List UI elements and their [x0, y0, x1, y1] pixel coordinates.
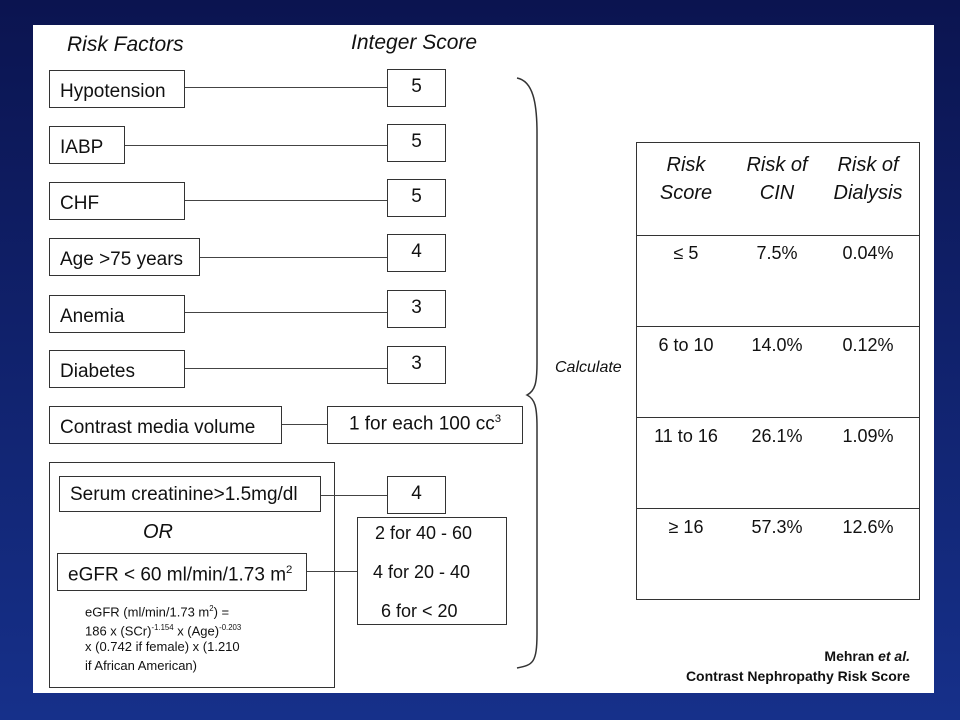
creatinine-box [59, 476, 321, 512]
factor-label: CHF [60, 193, 100, 214]
egfr-score-1: 2 for 40 - 60 [375, 523, 473, 543]
formula-sup: -0.203 [219, 623, 242, 632]
formula-text: eGFR (ml/min/1.73 m [85, 604, 210, 620]
connector-line [282, 424, 327, 425]
creatinine-label: Serum creatinine>1.5mg/dl [70, 484, 298, 505]
connector-line [321, 495, 387, 496]
score-value: 5 [411, 186, 422, 207]
connector-line [307, 571, 357, 572]
egfr-text: eGFR < 60 ml/min/1.73 m [68, 564, 287, 585]
factor-box-hypotension [49, 70, 185, 108]
score-box [387, 346, 446, 384]
connector-line [200, 257, 387, 258]
credit-text-italic: et al. [878, 648, 910, 664]
credit-authors [824, 648, 910, 664]
score-value: 4 [411, 241, 422, 262]
factor-box-anemia [49, 295, 185, 333]
table-header-risk-dialysis [823, 151, 913, 207]
formula-line-1 [85, 600, 229, 620]
table-cell: 57.3% [751, 517, 803, 537]
score-value: 3 [411, 297, 422, 318]
factor-label: Diabetes [60, 361, 135, 382]
score-value [328, 413, 522, 435]
header-line: Risk of [746, 154, 808, 176]
table-cell: 0.04% [842, 243, 894, 263]
score-box [387, 234, 446, 272]
formula-text: 186 x (SCr) [85, 623, 152, 639]
score-box [387, 69, 446, 107]
formula-sup: -1.154 [151, 623, 174, 632]
connector-line [185, 368, 387, 369]
score-value: 3 [411, 353, 422, 374]
factor-box-diabetes [49, 350, 185, 388]
table-cell: ≤ 5 [673, 243, 699, 263]
table-divider [637, 326, 919, 327]
score-box-contrast [327, 406, 523, 444]
factor-label: Hypotension [60, 81, 166, 102]
formula-text: ) = [213, 604, 230, 620]
formula-line-2 [85, 619, 241, 639]
formula-line-3: x (0.742 if female) x (1.210 [85, 639, 240, 654]
score-box [387, 124, 446, 162]
egfr-label [68, 564, 292, 586]
table-cell: 0.12% [842, 335, 894, 355]
score-box [387, 290, 446, 328]
header-line: Risk [666, 154, 706, 176]
table-cell: 7.5% [756, 243, 798, 263]
table-cell: 1.09% [842, 426, 894, 446]
slide [33, 25, 934, 693]
egfr-score-2: 4 for 20 - 40 [373, 562, 471, 582]
score-box [387, 476, 446, 514]
integer-score-header: Integer Score [351, 31, 478, 54]
risk-factors-header: Risk Factors [67, 33, 184, 56]
factor-box-iabp [49, 126, 125, 164]
credit-text: Mehran [824, 648, 879, 664]
credit-title: Contrast Nephropathy Risk Score [685, 668, 910, 684]
table-cell: 11 to 16 [654, 426, 718, 446]
egfr-score-box [357, 517, 507, 625]
egfr-superscript: 2 [286, 563, 293, 576]
header-line: Score [659, 182, 713, 204]
table-cell: 12.6% [842, 517, 894, 537]
score-superscript: 3 [494, 413, 502, 425]
factor-label: Anemia [60, 306, 125, 327]
table-cell: 26.1% [751, 426, 803, 446]
egfr-score-3: 6 for < 20 [381, 601, 458, 621]
risk-table [636, 142, 920, 600]
table-divider [637, 417, 919, 418]
factor-box-age [49, 238, 200, 276]
formula-text: x (Age) [173, 623, 220, 639]
header-line: Risk of [837, 154, 899, 176]
factor-box-contrast-volume [49, 406, 282, 444]
table-cell: ≥ 16 [668, 517, 704, 537]
formula-sup: 2 [209, 604, 214, 613]
connector-line [125, 145, 387, 146]
score-text: 1 for each 100 cc [348, 413, 495, 435]
table-cell: 14.0% [751, 335, 803, 355]
or-label: OR [143, 521, 173, 543]
connector-line [185, 200, 387, 201]
factor-label: IABP [60, 137, 104, 158]
connector-line [185, 87, 387, 88]
score-value: 5 [411, 131, 422, 152]
formula-line-4: if African American) [85, 658, 197, 673]
table-header-risk-score [641, 151, 731, 207]
table-divider [637, 235, 919, 236]
connector-line [185, 312, 387, 313]
table-cell: 6 to 10 [658, 335, 714, 355]
score-value: 4 [411, 483, 422, 504]
factor-box-chf [49, 182, 185, 220]
table-header-risk-cin [732, 151, 822, 207]
table-divider [637, 508, 919, 509]
score-box [387, 179, 446, 217]
calculate-label: Calculate [555, 359, 622, 376]
factor-label: Age >75 years [60, 249, 184, 270]
header-line: CIN [759, 182, 795, 204]
score-value: 5 [411, 76, 422, 97]
factor-label: Contrast media volume [60, 417, 256, 438]
header-line: Dialysis [833, 182, 903, 204]
egfr-box [57, 553, 307, 591]
